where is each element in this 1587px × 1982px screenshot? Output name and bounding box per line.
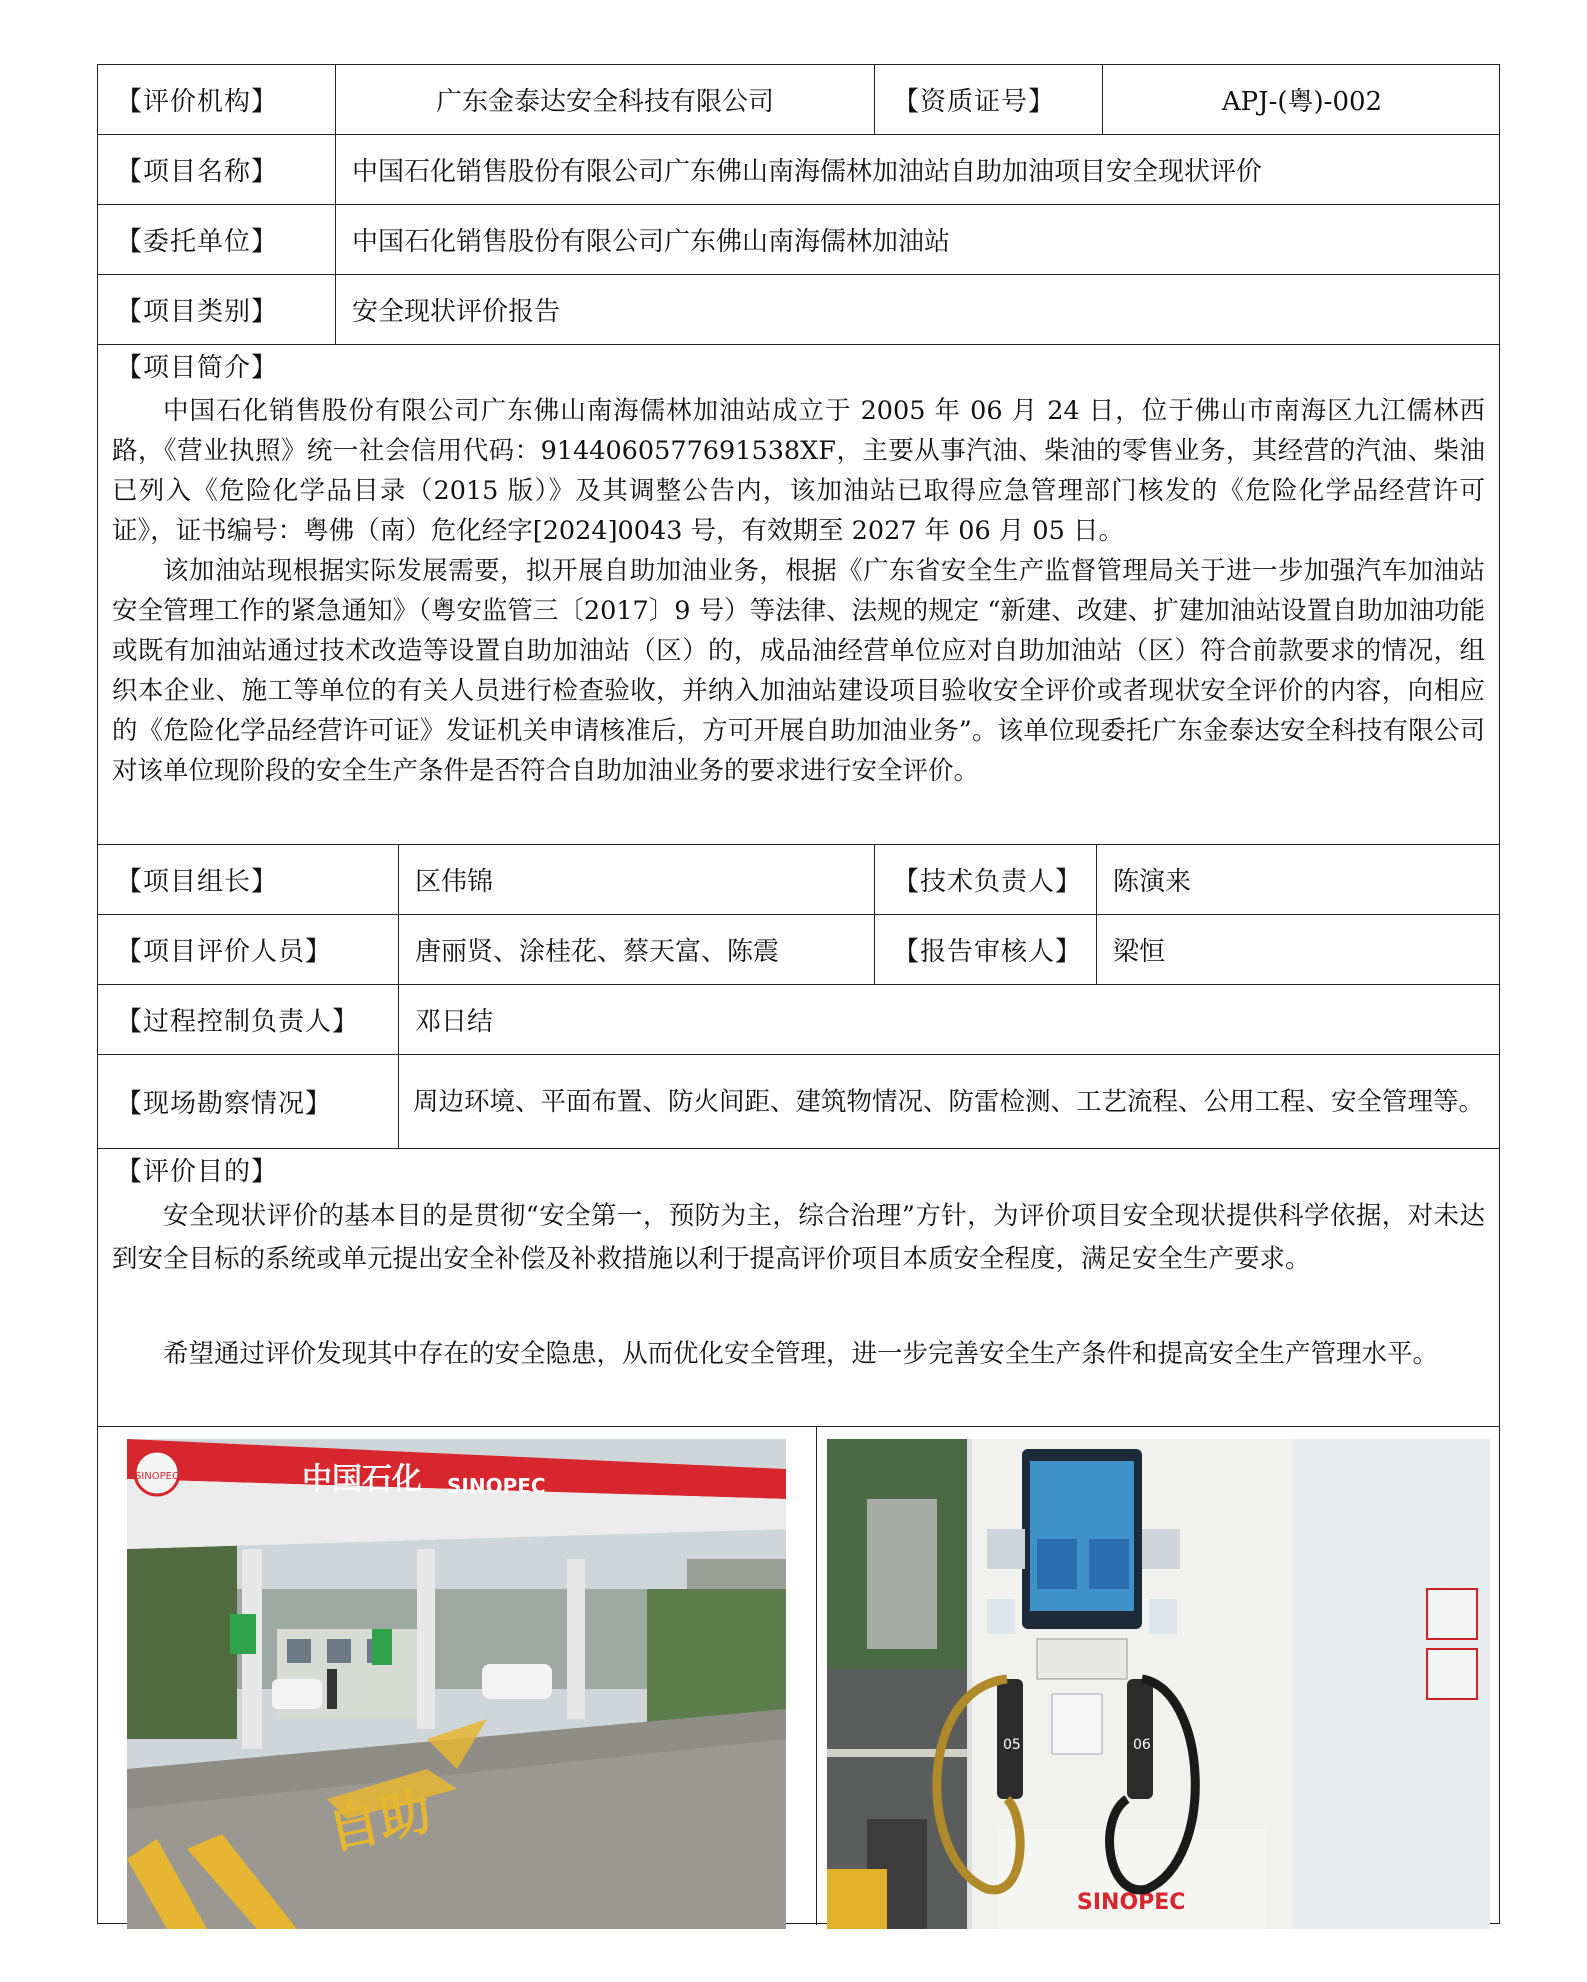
- row-site-survey: [98, 1055, 1499, 1149]
- ground-self-service-text: 自助: [322, 1781, 437, 1862]
- section-purpose: [98, 1149, 1499, 1427]
- leader-value: 区伟锦: [398, 845, 874, 914]
- sinopec-logo: SINOPEC: [135, 1471, 179, 1482]
- tech-lead-value: 陈演来: [1096, 845, 1501, 914]
- section-project-intro: [98, 345, 1499, 845]
- staff-label: 【项目评价人员】: [116, 937, 333, 967]
- site-value: 周边环境、平面布置、防火间距、建筑物情况、防雷检测、工艺流程、公用工程、安全管理等。: [398, 1055, 1501, 1148]
- process-label: 【过程控制负责人】: [116, 1007, 360, 1037]
- nozzle-05-label: 05: [1003, 1737, 1021, 1753]
- reviewer-label: 【报告审核人】: [874, 915, 1096, 984]
- project-type-value: 安全现状评价报告: [335, 275, 1501, 344]
- process-value: 邓日结: [398, 985, 1501, 1054]
- row-process-control: [98, 985, 1499, 1055]
- row-project-name: [98, 135, 1499, 205]
- row-evaluation-org: [98, 65, 1499, 135]
- purpose-paragraph-2: 希望通过评价发现其中存在的安全隐患，从而优化安全管理，进一步完善安全生产条件和提高安全生产管理水平。: [163, 1339, 1439, 1369]
- client-value: 中国石化销售股份有限公司广东佛山南海儒林加油站: [335, 205, 1501, 274]
- row-leader: [98, 845, 1499, 915]
- org-value: 广东金泰达安全科技有限公司: [335, 65, 874, 134]
- photo-self-service-pump: [827, 1439, 1490, 1929]
- reviewer-value: 梁恒: [1096, 915, 1501, 984]
- intro-title: 【项目简介】: [116, 353, 279, 383]
- row-client: [98, 205, 1499, 275]
- leader-label: 【项目组长】: [116, 867, 279, 897]
- project-name-label: 【项目名称】: [116, 157, 279, 187]
- staff-value: 唐丽贤、涂桂花、蔡天富、陈震: [398, 915, 874, 984]
- project-type-label: 【项目类别】: [116, 297, 279, 327]
- cert-label: 【资质证号】: [874, 65, 1102, 134]
- canopy-brand-text: SINOPEC: [447, 1474, 546, 1498]
- purpose-paragraph-1: 安全现状评价的基本目的是贯彻“安全第一，预防为主，综合治理”方针，为评价项目安全现状提供科学依据，对未达到安全目标的系统或单元提出安全补偿及补救措施以利于提高评价项目本质安全程度，满足安全生产要求。: [112, 1201, 1485, 1274]
- intro-paragraph-1: 中国石化销售股份有限公司广东佛山南海儒林加油站成立于 2005 年 06 月 24 日，位于佛山市南海区九江儒林西路，《营业执照》统一社会信用代码：9144060577691538XF，主要从事汽油、柴油的零售业务，其经营的汽油、柴油已列入《危险化学品目录（2015 版）》及其调整公告内，该加油站已取得应急管理部门核发的《危险化学品经营许可证》，证书编号：粤佛（南）危化经字[2024]0043 号，有效期至 2027 年 06 月 05 日。: [112, 396, 1485, 546]
- project-name-value: 中国石化销售股份有限公司广东佛山南海儒林加油站自助加油项目安全现状评价: [335, 135, 1501, 204]
- canopy-chinese-text: 中国石化: [302, 1462, 422, 1497]
- purpose-title: 【评价目的】: [116, 1157, 279, 1187]
- row-photos: [98, 1427, 1499, 1925]
- intro-paragraph-2: 该加油站现根据实际发展需要，拟开展自助加油业务，根据《广东省安全生产监督管理局关于进一步加强汽车加油站安全管理工作的紧急通知》（粤安监管三〔2017〕9 号）等法律、法规的规定 “新建、改建、扩建加油站设置自助加油功能或既有加油站通过技术改造等设置自助加油站（区）的，成品油经营单位应对自助加油站（区）符合前款要求的情况，组织本企业、施工等单位的有关人员进行检查验收，并纳入加油站建设项目验收安全评价或者现状安全评价的内容，向相应的《危险化学品经营许可证》发证机关申请核准后，方可开展自助加油业务”。该单位现委托广东金泰达安全科技有限公司对该单位现阶段的安全生产条件是否符合自助加油业务的要求进行安全评价。: [112, 556, 1485, 786]
- client-label: 【委托单位】: [116, 227, 279, 257]
- row-project-type: [98, 275, 1499, 345]
- site-label: 【现场勘察情况】: [116, 1089, 333, 1119]
- row-staff: [98, 915, 1499, 985]
- org-label: 【评价机构】: [116, 87, 279, 117]
- report-summary-table: [97, 64, 1500, 1924]
- cert-value: APJ-(粤)-002: [1102, 65, 1501, 134]
- tech-lead-label: 【技术负责人】: [874, 845, 1096, 914]
- nozzle-06-label: 06: [1133, 1737, 1151, 1753]
- photo-station-canopy: [127, 1439, 786, 1929]
- pump-brand-text: SINOPEC: [1077, 1890, 1186, 1915]
